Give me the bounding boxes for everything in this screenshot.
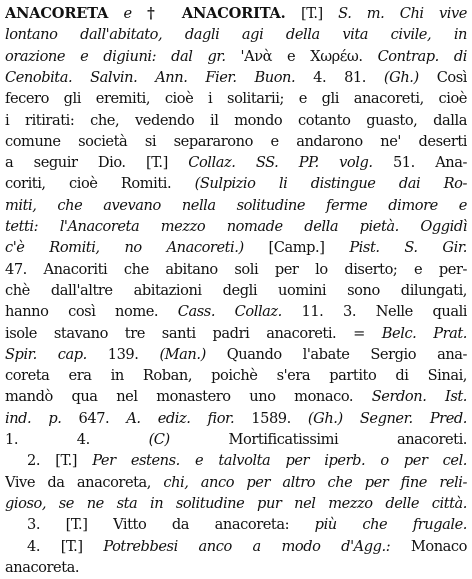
text: chè dall'altre abitazioni degli uomini sono dilungati, bbox=[5, 281, 467, 299]
headword: † ANACORITA. bbox=[147, 5, 286, 22]
italic-text: tetti: l'Anacoreta mezzo nomade della pietà. Oggidì bbox=[5, 218, 467, 235]
text: anacoreta. bbox=[5, 558, 80, 576]
text: 51. Ana- bbox=[372, 154, 467, 172]
entry-text-line bbox=[5, 408, 467, 430]
text: 1. 4. bbox=[5, 431, 149, 448]
italic-text: e bbox=[108, 5, 148, 22]
italic-text: gioso, se ne sta in solitudine pur nel mezzo delle città. bbox=[5, 494, 467, 512]
italic-text: Contrap. di bbox=[362, 47, 467, 65]
entry-headword-line bbox=[5, 3, 467, 25]
italic-text: Spir. cap. bbox=[5, 345, 87, 363]
entry-text-line bbox=[5, 429, 467, 451]
italic-text: Belc. Prat. bbox=[381, 324, 467, 342]
italic-text: miti, che avevano nella solitudine ferme dimore e bbox=[5, 196, 467, 214]
italic-text: (C) bbox=[148, 431, 170, 448]
text: isole stavano tre santi padri anacoreti. = bbox=[5, 324, 382, 342]
italic-text: A. ediz. fior. bbox=[126, 409, 235, 427]
text: fecero gli eremiti, cioè i solitarii; e gli anacoreti, cioè bbox=[5, 90, 467, 108]
entry-text-line bbox=[5, 365, 467, 387]
entry-text-line bbox=[5, 131, 467, 153]
italic-text: c'è Romiti, no Anacoreti.) bbox=[5, 239, 244, 257]
headword: ANACORETA bbox=[5, 5, 109, 22]
text: coriti, cioè Romiti. bbox=[5, 175, 195, 193]
text: hanno così nome. bbox=[5, 303, 178, 321]
sense-3-line bbox=[5, 514, 467, 536]
entry-text-line bbox=[5, 216, 467, 238]
italic-text: più che frugale. bbox=[314, 516, 467, 534]
entry-text-line bbox=[5, 472, 467, 494]
dictionary-entry-page bbox=[5, 3, 467, 576]
entry-text-line bbox=[5, 46, 467, 68]
text: Vive da anacoreta, bbox=[5, 473, 164, 491]
italic-text: Cenobita. Salvin. Ann. Fier. Buon. bbox=[5, 68, 296, 86]
entry-text-line bbox=[5, 493, 467, 515]
entry-text-line bbox=[5, 173, 467, 195]
text: 3. [T.] Vitto da anacoreta: bbox=[27, 516, 315, 534]
italic-text: (Gh.) Segner. Pred. bbox=[307, 409, 467, 427]
text: Quando l'abate Sergio ana- bbox=[205, 345, 467, 363]
italic-text: orazione e digiuni: dal gr. bbox=[5, 47, 241, 65]
italic-text: Collaz. SS. PP. volg. bbox=[188, 154, 373, 172]
text: a seguir Dio. [T.] bbox=[5, 154, 189, 172]
italic-text: ind. p. bbox=[5, 409, 62, 427]
text: 47. Anacoriti che abitano soli per lo diserto; e per- bbox=[5, 260, 467, 278]
text: 647. bbox=[61, 409, 127, 427]
italic-text: Serdon. Ist. bbox=[371, 388, 467, 406]
text: 4. 81. bbox=[295, 68, 384, 86]
text: comune società si separarono e andarono ne' deserti bbox=[5, 132, 467, 150]
entry-text-line bbox=[5, 24, 467, 46]
sense-4-line bbox=[5, 536, 467, 558]
text: [T.] bbox=[285, 5, 339, 22]
entry-text-line bbox=[5, 67, 467, 89]
text: Monaco bbox=[390, 537, 467, 555]
text: Mortificatissimi anacoreti. bbox=[169, 431, 467, 448]
entry-text-line bbox=[5, 259, 467, 281]
entry-text-line bbox=[5, 323, 467, 345]
text: 4. [T.] bbox=[27, 537, 104, 555]
text: 139. bbox=[86, 345, 160, 363]
text: [Camp.] bbox=[243, 239, 350, 257]
sense-2-line bbox=[5, 450, 467, 472]
italic-text: (Sulpizio li distingue dai Ro- bbox=[194, 175, 467, 193]
italic-text: (Man.) bbox=[159, 345, 206, 363]
entry-text-line bbox=[5, 152, 467, 174]
text: coreta era in Roban, poichè s'era partito di Sinai, bbox=[5, 367, 467, 385]
italic-text: Per estens. e talvolta per iperb. o per cel. bbox=[92, 452, 467, 470]
entry-text-line bbox=[5, 344, 467, 366]
italic-text: Cass. Collaz. bbox=[177, 303, 282, 321]
italic-text: S. m. Chi vive bbox=[338, 5, 467, 22]
text: 2. [T.] bbox=[27, 452, 93, 470]
entry-text-line bbox=[5, 280, 467, 302]
entry-text-line bbox=[5, 237, 467, 259]
text: i ritirati: che, vedendo il mondo cotanto guasto, dalla bbox=[5, 111, 467, 129]
text: 1589. bbox=[234, 409, 308, 427]
italic-text: Potrebbesi anco a modo d'Agg.: bbox=[103, 537, 391, 555]
text: 11. 3. Nelle quali bbox=[281, 303, 467, 321]
italic-text: chi, anco per altro che per fine reli- bbox=[163, 473, 467, 491]
entry-text-line bbox=[5, 110, 467, 132]
text: mandò qua nel monastero uno monaco. bbox=[5, 388, 372, 406]
italic-text: Pist. S. Gir. bbox=[349, 239, 467, 257]
entry-text-line bbox=[5, 88, 467, 110]
entry-text-line bbox=[5, 386, 467, 408]
text: 'Ανὰ e Χωρέω. bbox=[240, 47, 363, 65]
text: Così bbox=[418, 68, 467, 86]
entry-text-line bbox=[5, 195, 467, 217]
entry-text-line bbox=[5, 557, 467, 579]
italic-text: lontano dall'abitato, dagli agi della vita civile, in bbox=[5, 26, 467, 44]
italic-text: (Gh.) bbox=[383, 68, 419, 86]
entry-text-line bbox=[5, 301, 467, 323]
